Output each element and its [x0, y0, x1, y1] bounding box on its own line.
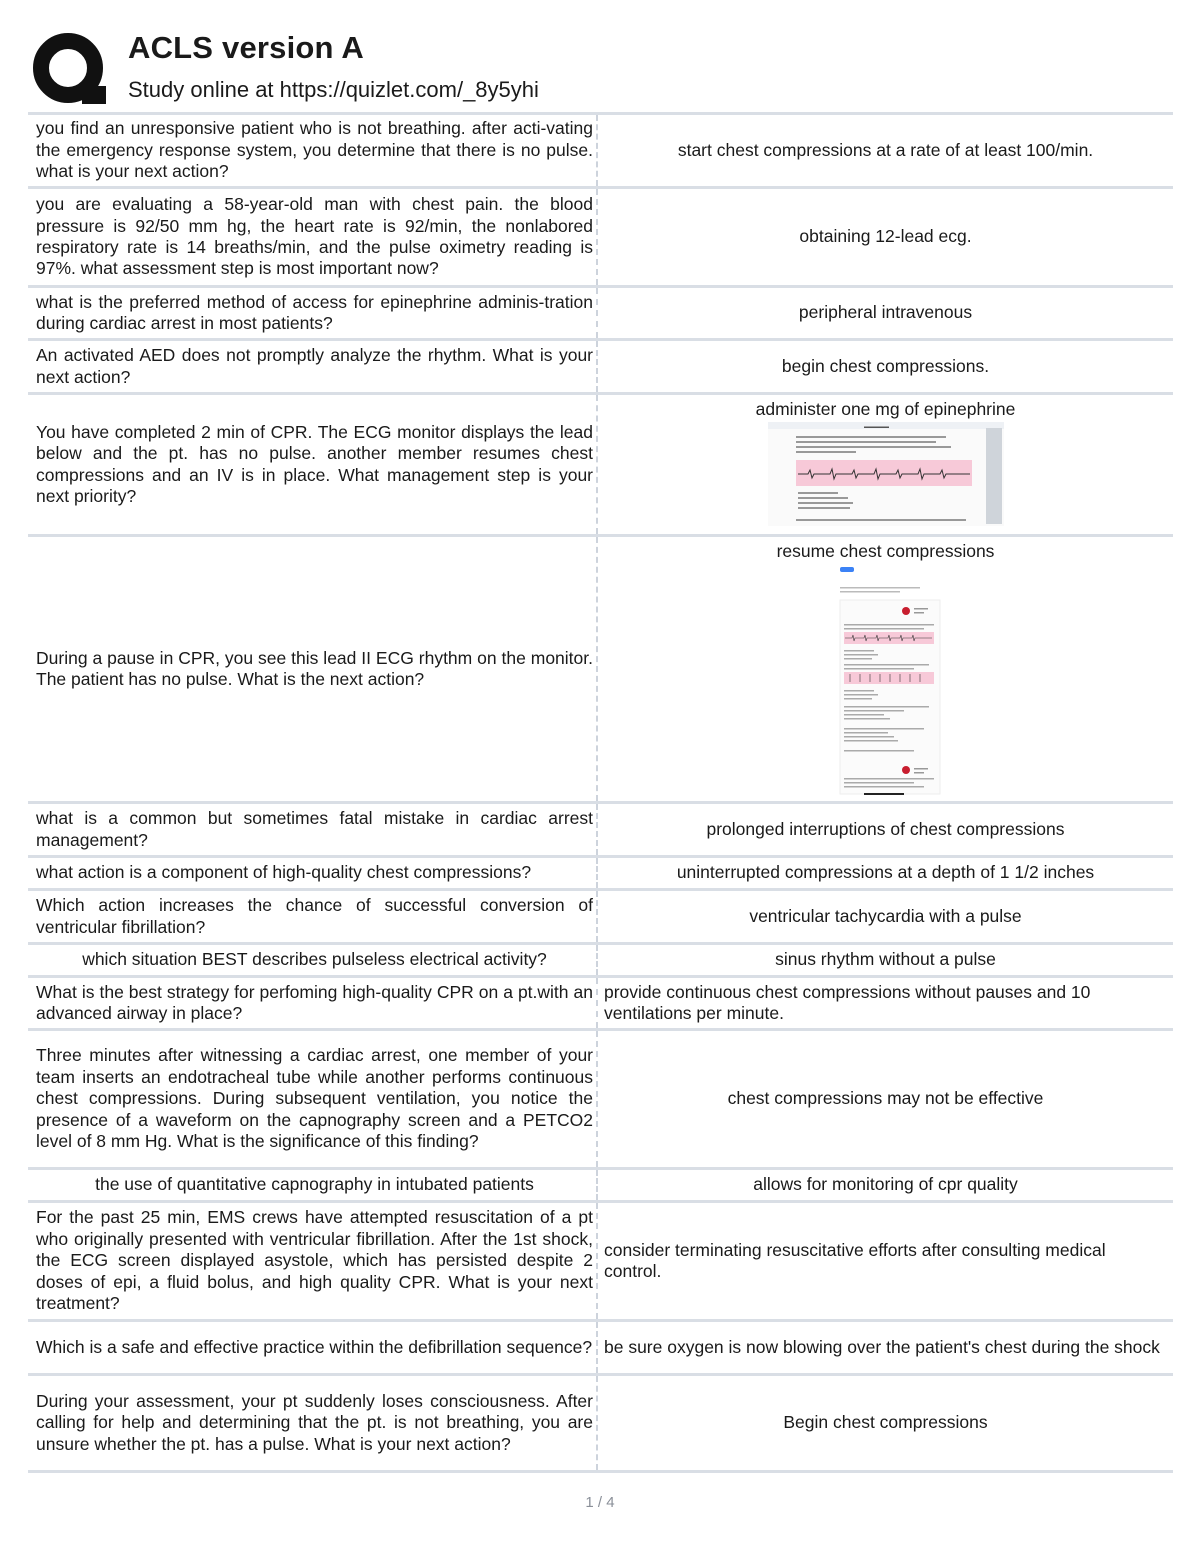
flashcard: [28, 855, 1173, 888]
study-link[interactable]: Study online at https://quizlet.com/_8y5yhi: [128, 77, 539, 102]
card-term: you find an unresponsive patient who is not breathing. after acti-vating the emergency response system, you determine that there is no pulse. what is your next action?: [28, 115, 598, 186]
flashcard: [28, 888, 1173, 942]
card-definition: sinus rhythm without a pulse: [775, 949, 996, 970]
card-definition: uninterrupted compressions at a depth of 1 1/2 inches: [676, 862, 1095, 883]
card-definition: prolonged interruptions of chest compressions: [706, 818, 1065, 839]
flashcard: [28, 942, 1173, 975]
svg-text:▬▬▬▬▬: ▬▬▬▬▬: [863, 424, 889, 431]
card-definition: Begin chest compressions: [783, 1412, 988, 1433]
flashcard: [28, 975, 1173, 1028]
flashcard: [28, 1319, 1173, 1373]
card-definition: begin chest compressions.: [781, 355, 990, 376]
card-definition: ventricular tachycardia with a pulse: [749, 905, 1022, 926]
flashcard-list: [28, 112, 1173, 1473]
card-definition: consider terminating resuscitative efforts after consulting medical control.: [604, 1239, 1106, 1281]
card-definition: obtaining 12-lead ecg.: [799, 226, 972, 247]
card-definition-with-image: [598, 395, 1173, 534]
quizlet-logo: [30, 30, 110, 110]
quizlet-q-icon: [30, 30, 110, 110]
card-term: what is a common but sometimes fatal mistake in cardiac arrest management?: [28, 804, 598, 855]
card-term: During your assessment, your pt suddenly loses consciousness. After calling for help and determining that the pt. is not breathing, you are unsure whether the pt. has a pulse. What is your next action?: [28, 1376, 598, 1470]
flashcard: [28, 186, 1173, 285]
flashcard: [28, 1167, 1173, 1200]
card-term: what is the preferred method of access for epinephrine adminis-tration during cardiac arrest in most patients?: [28, 288, 598, 338]
ecg-screenshot-image: [768, 422, 1004, 526]
ecg-screenshot-image: [830, 564, 942, 796]
card-definition: be sure oxygen is now blowing over the patient's chest during the shock: [604, 1336, 1160, 1357]
flashcard: [28, 1200, 1173, 1319]
flashcard: [28, 338, 1173, 392]
card-term: You have completed 2 min of CPR. The ECG monitor displays the lead below and the pt. has no pulse. another member resumes chest compressions and an IV is in place. What management step is your next priority?: [28, 395, 598, 534]
flashcard: [28, 1373, 1173, 1473]
card-term: What is the best strategy for perfoming high-quality CPR on a pt.with an advanced airway in place?: [28, 978, 598, 1028]
flashcard: [28, 112, 1173, 186]
flashcard: [28, 801, 1173, 855]
page-header: [28, 28, 1173, 112]
card-term: During a pause in CPR, you see this lead II ECG rhythm on the monitor. The patient has no pulse. What is the next action?: [28, 537, 598, 801]
card-term: Which action increases the chance of successful conversion of ventricular fibrillation?: [28, 891, 598, 942]
card-definition-with-image: [598, 537, 1173, 801]
page-title: ACLS version A: [128, 30, 364, 65]
card-definition: start chest compressions at a rate of at least 100/min.: [677, 139, 1094, 160]
card-term: Which is a safe and effective practice within the defibrillation sequence?: [28, 1322, 598, 1373]
flashcard: [28, 392, 1173, 534]
card-definition: provide continuous chest compressions without pauses and 10 ventilations per minute.: [604, 981, 1091, 1023]
card-definition: chest compressions may not be effective: [727, 1088, 1044, 1109]
card-term: An activated AED does not promptly analyze the rhythm. What is your next action?: [28, 341, 598, 392]
card-term: Three minutes after witnessing a cardiac arrest, one member of your team inserts an endotracheal tube while another performs continuous chest compressions. During subsequent ventilation, you notice the presence of a waveform on the capnography screen and a PETCO2 level of 8 mm Hg. What is the significance of this finding?: [28, 1031, 598, 1167]
flashcard: [28, 285, 1173, 338]
flashcard: [28, 1028, 1173, 1167]
card-definition: allows for monitoring of cpr quality: [753, 1174, 1018, 1195]
card-term: For the past 25 min, EMS crews have attempted resuscitation of a pt who originally presented with ventricular fibrillation. After the 1st shock, the ECG screen displayed asystole, which has persisted despite 2 doses of epi, a fluid bolus, and high quality CPR. What is your next treatment?: [28, 1203, 598, 1319]
card-definition: administer one mg of epinephrine: [755, 399, 1016, 419]
card-term: the use of quantitative capnography in intubated patients: [28, 1170, 598, 1200]
card-definition: peripheral intravenous: [798, 302, 973, 323]
card-term: which situation BEST describes pulseless electrical activity?: [28, 945, 598, 975]
flashcard: [28, 534, 1173, 801]
card-term: what action is a component of high-quality chest compressions?: [28, 858, 598, 888]
page-number: 1 / 4: [585, 1494, 615, 1511]
card-term: you are evaluating a 58-year-old man with chest pain. the blood pressure is 92/50 mm hg, the heart rate is 92/min, the nonlabored respiratory rate is 14 breaths/min, and the pulse oximetry reading is 97%. what assessment step is most important now?: [28, 189, 598, 285]
card-definition: resume chest compressions: [776, 541, 995, 561]
